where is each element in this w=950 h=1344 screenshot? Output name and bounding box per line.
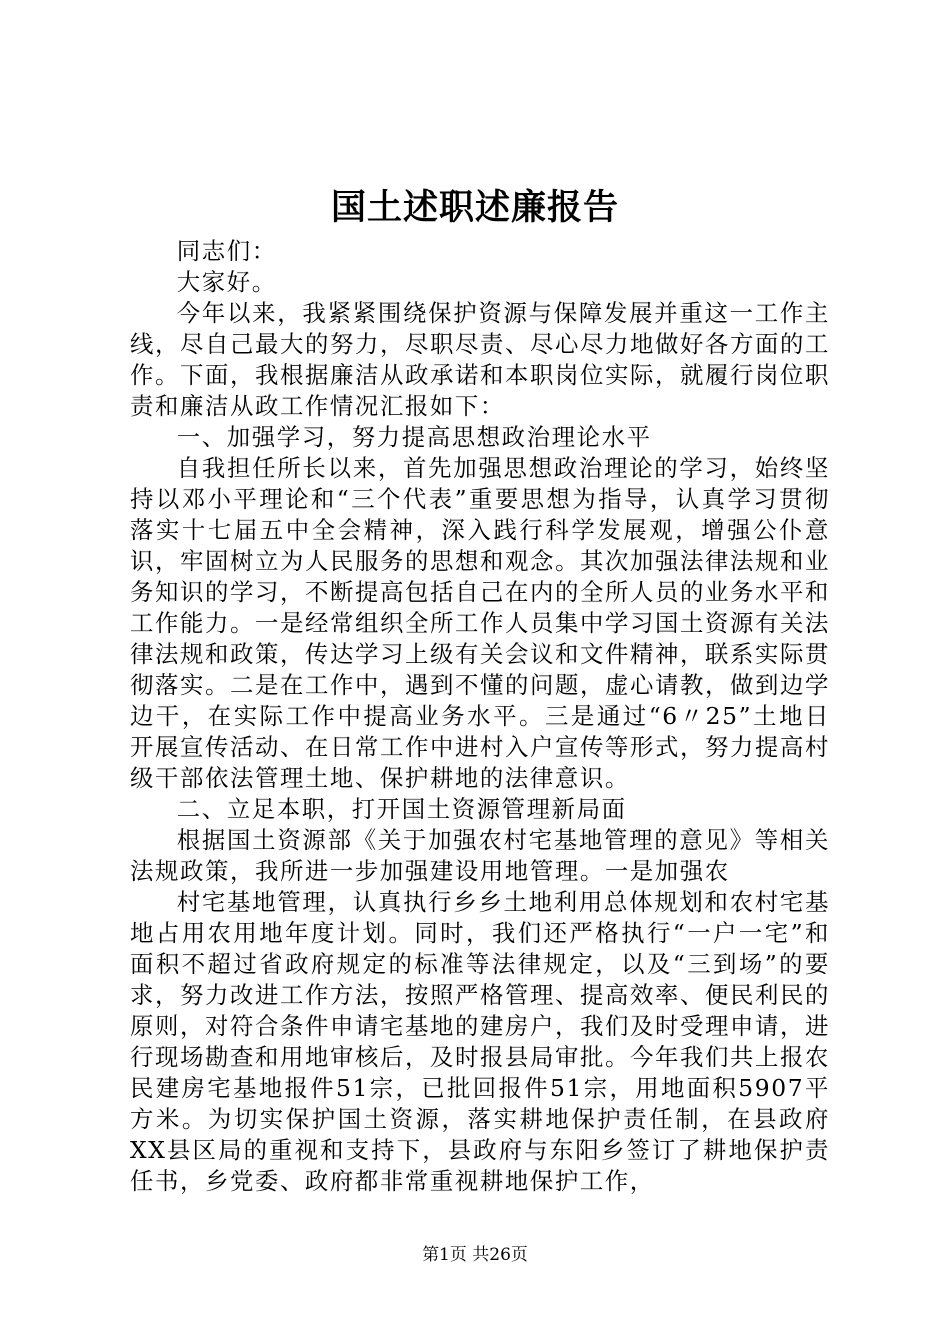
section-2-paragraph-2: 村宅基地管理，认真执行乡乡土地利用总体规划和农村宅基地占用农用地年度计划。同时，我们还严格执行“一户一宅”和面积不超过省政府规定的标准等法律规定，以及“三到场”的要求，努力改进工作方法，按照严格管理、提高效率、便民利民的原则，对符合条件申请宅基地的建房户，我们及时受理申请，进行现场勘查和用地审核后，及时报县局审批。今年我们共上报农民建房宅基地报件51宗，已批回报件51宗，用地面积5907平方米。为切实保护国土资源，落实耕地保护责任制，在县政府XX县区局的重视和支持下，县政府与东阳乡签订了耕地保护责任书，乡党委、政府都非常重视耕地保护工作，: [130, 888, 830, 1195]
section-heading-1: 一、加强学习，努力提高思想政治理论水平: [176, 423, 652, 451]
section-heading-2: 二、立足本职，打开国土资源管理新局面: [176, 795, 627, 823]
section-1-paragraph: 自我担任所长以来，首先加强思想政治理论的学习，始终坚持以邓小平理论和“三个代表”重要思想为指导，认真学习贯彻落实十七届五中全会精神，深入践行科学发展观，增强公仆意识，牢固树立为人民服务的思想和观念。其次加强法律法规和业务知识的学习，不断提高包括自己在内的全所人员的业务水平和工作能力。一是经常组织全所工作人员集中学习国土资源有关法律法规和政策，传达学习上级有关会议和文件精神，联系实际贯彻落实。二是在工作中，遇到不懂的问题，虚心请教，做到边学边干，在实际工作中提高业务水平。三是通过“6〃25”土地日开展宣传活动、在日常工作中进村入户宣传等形式，努力提高村级干部依法管理土地、保护耕地的法律意识。: [130, 454, 830, 792]
page-number-footer: 第1页 共26页: [422, 1245, 528, 1265]
salutation: 同志们：: [176, 237, 277, 265]
section-2-paragraph-1: 根据国土资源部《关于加强农村宅基地管理的意见》等相关法规政策，我所进一步加强建设用地管理。一是加强农: [130, 826, 830, 885]
intro-paragraph: 今年以来，我紧紧围绕保护资源与保障发展并重这一工作主线，尽自己最大的努力，尽职尽责、尽心尽力地做好各方面的工作。下面，我根据廉洁从政承诺和本职岗位实际，就履行岗位职责和廉洁从政工作情况汇报如下：: [130, 299, 830, 420]
document-title: 国土述职述廉报告: [330, 187, 619, 228]
greeting: 大家好。: [176, 268, 277, 296]
document-body: [130, 236, 830, 1197]
